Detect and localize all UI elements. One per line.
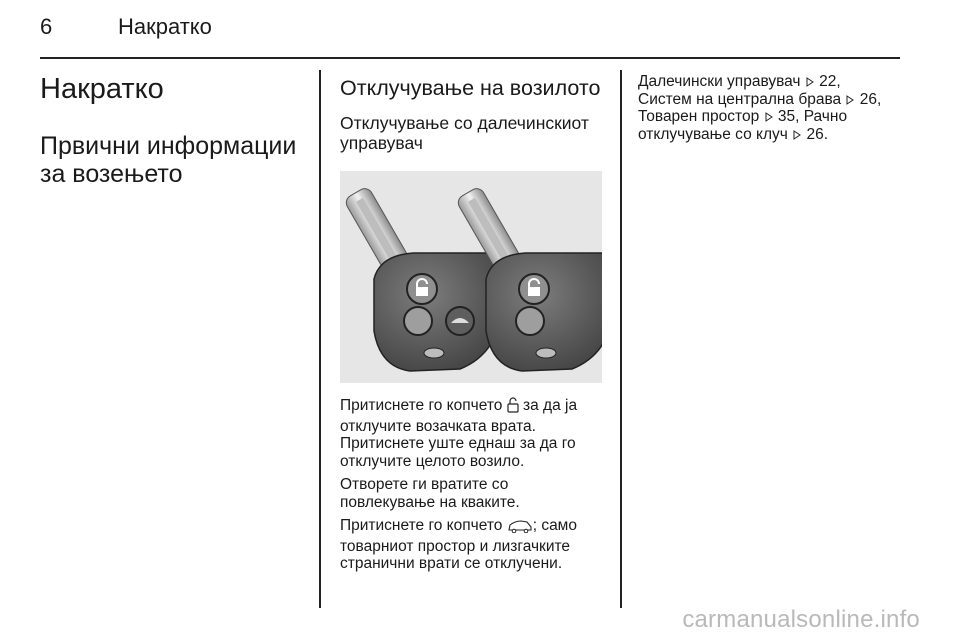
cross-reference[interactable]: Товарен простор 35, Рачно	[638, 108, 848, 125]
watermark: carmanualsonline.info	[682, 606, 920, 633]
paragraph-open-doors: Отворете ги вратите со повлекување на кваките.	[340, 476, 520, 511]
cross-reference[interactable]: отклучување со клуч 26.	[638, 125, 829, 143]
page-number: 6	[40, 14, 53, 39]
section-title-unlock: Отклучување на возилото	[340, 76, 601, 100]
column-1	[40, 72, 312, 188]
arrow-right-icon	[805, 77, 815, 87]
column-divider	[620, 70, 622, 608]
paragraph-tailgate: Притиснете го копчето ; само товарниот простор и лизгачките странични врати се отклучени.	[340, 517, 577, 572]
cross-reference[interactable]: Систем на централна брава 26,	[638, 90, 882, 108]
subsection-title-remote: Отклучување со далечинскиот управувач	[340, 113, 589, 153]
running-header: Накратко	[118, 14, 212, 39]
tailgate-icon	[507, 519, 533, 538]
instructions	[340, 397, 602, 573]
column-3-references	[638, 73, 900, 143]
arrow-right-icon	[845, 95, 855, 105]
key-figure	[340, 171, 602, 383]
paragraph-unlock-driver-door: Притиснете го копчето за да ја отклучите возачката врата. Притиснете уште еднаш за да го отклучите целото возило.	[340, 397, 578, 470]
column-divider	[319, 70, 321, 608]
header-rule	[40, 57, 900, 59]
chapter-title: Накратко	[40, 73, 164, 105]
cross-reference[interactable]: Далечински управувач 22,	[638, 73, 841, 90]
unlock-icon	[507, 397, 519, 418]
section-title: Првични информации за возењето	[40, 132, 297, 188]
column-2	[340, 75, 602, 573]
arrow-right-icon	[792, 130, 802, 140]
arrow-right-icon	[764, 112, 774, 122]
car-keys-illustration	[340, 171, 602, 383]
